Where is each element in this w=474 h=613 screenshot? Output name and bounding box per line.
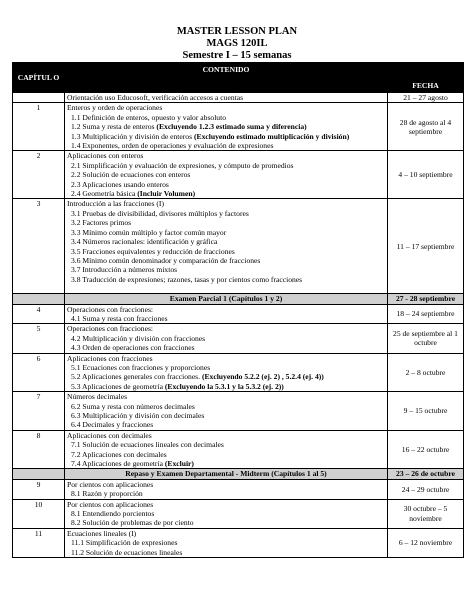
- column-header-capitulo: CAPÍTUL O: [13, 63, 65, 93]
- lesson-plan-table: [12, 62, 464, 558]
- topic-line: 3.1 Pruebas de divisibilidad, divisores múltiplos y factores: [71, 208, 249, 218]
- table-row: [13, 93, 464, 103]
- topic-line: 11.2 Solución de ecuaciones lineales: [71, 547, 183, 557]
- topic-text: 1.2 Suma y resta de enteros: [71, 122, 157, 132]
- topic-text: 5.3 Aplicaciones de geometría: [71, 381, 165, 391]
- chapter-number: 5: [13, 324, 65, 353]
- row-date: 30 octubre – 5 noviembre: [388, 499, 464, 528]
- row-date: 9 – 15 octubre: [388, 392, 464, 431]
- topic-text: 7.4 Aplicaciones de geometría: [71, 459, 165, 469]
- chapter-number: 2: [13, 151, 65, 199]
- chapter-number: 10: [13, 499, 65, 528]
- table-row: [13, 392, 464, 431]
- topic-note: (Excluyendo 5.2.2 (ej. 2) , 5.2.4 (ej. 4)): [201, 372, 324, 382]
- chapter-title: Ecuaciones lineales (I): [67, 528, 137, 538]
- spacer: [67, 284, 385, 293]
- chapter-number: 11: [13, 528, 65, 557]
- chapter-number: 6: [13, 353, 65, 392]
- row-date: 21 – 27 agosto: [388, 93, 464, 103]
- topic-note: (Incluir Volumen): [137, 189, 196, 199]
- row-content: [65, 199, 388, 294]
- topic-line: 4.2 Multiplicación y división con fracciones: [71, 333, 206, 343]
- topic-note: (Excluir): [164, 459, 194, 469]
- row-content: [65, 499, 388, 528]
- row-content: [65, 103, 388, 151]
- row-date: 24 – 29 octubre: [388, 479, 464, 499]
- row-content: [65, 353, 388, 392]
- course-code: MAGS 120IL: [206, 38, 268, 49]
- chapter-number: 8: [13, 430, 65, 469]
- topic-line: 6.4 Decimales y fracciones: [71, 420, 154, 430]
- chapter-title: Aplicaciones con decimales: [67, 430, 152, 440]
- row-content: [65, 324, 388, 353]
- topic-text: 2.4 Geometría básica: [71, 189, 138, 199]
- row-date: 16 – 22 octubre: [388, 430, 464, 469]
- topic-line: [67, 132, 385, 141]
- topic-line: 3.2 Factores primos: [71, 218, 132, 228]
- topic-line: [67, 189, 385, 198]
- table-row: [13, 479, 464, 499]
- table-row: [13, 199, 464, 294]
- chapter-number: 9: [13, 479, 65, 499]
- topic-line: 4.1 Suma y resta con fracciones: [71, 313, 168, 323]
- topic-line: 11.1 Simplificación de expresiones: [71, 538, 178, 548]
- row-date: 28 de agosto al 4 septiembre: [388, 103, 464, 151]
- topic-line: 3.3 Mínimo común múltiplo y factor común mayor: [71, 227, 227, 237]
- row-content: [65, 151, 388, 199]
- chapter-title: Operaciones con fracciones:: [67, 304, 154, 314]
- table-header-row: [13, 63, 464, 93]
- row-date: 6 – 12 noviembre: [388, 528, 464, 557]
- topic-text: 1.3 Multiplicación y división de enteros: [71, 131, 194, 141]
- table-row: [13, 499, 464, 528]
- row-date: 25 de septiembre al 1 octubre: [388, 324, 464, 353]
- table-row: [13, 103, 464, 151]
- column-header-fecha: FECHA: [388, 63, 464, 93]
- exam-row: [13, 469, 464, 479]
- table-row: [13, 528, 464, 557]
- topic-line: 3.6 Mínimo común denominador y comparación de fracciones: [71, 255, 261, 265]
- chapter-number: 7: [13, 392, 65, 431]
- row-date: 4 – 10 septiembre: [388, 151, 464, 199]
- topic-line: 6.3 Multiplicación y división con decimales: [71, 411, 205, 420]
- column-header-contenido: CONTENIDO: [65, 63, 388, 93]
- exam-row-empty: [13, 294, 65, 304]
- topic-line: 2.3 Aplicaciones usando enteros: [71, 179, 169, 189]
- topic-line: 1.4 Exponentes, orden de operaciones y evaluación de expresiones: [71, 141, 274, 151]
- row-content: [65, 479, 388, 499]
- topic-line: [67, 459, 385, 468]
- document-header: [0, 0, 474, 62]
- table-row: [13, 430, 464, 469]
- document-title: MASTER LESSON PLAN: [176, 26, 298, 37]
- chapter-title: Enteros y orden de operaciones: [67, 103, 163, 113]
- topic-note: (Excluyendo la 5.3.1 y la 5.3.2 (ej. 2)): [164, 381, 284, 391]
- exam-date: 23 – 26 de octubre: [388, 469, 464, 479]
- topic-text: 5.2 Aplicaciones generales con fracciones.: [71, 372, 202, 382]
- semester-label: Semestre I – 15 semanas: [182, 50, 292, 61]
- row-date: 18 – 24 septiembre: [388, 304, 464, 324]
- table-row: [13, 151, 464, 199]
- table-row: [13, 324, 464, 353]
- chapter-title: Por cientos con aplicaciones: [67, 499, 154, 509]
- exam-title: Examen Parcial 1 (Capítulos 1 y 2): [65, 294, 388, 304]
- chapter-title: Introducción a las fracciones (I): [67, 199, 164, 209]
- row-content: [65, 528, 388, 557]
- chapter-title: Aplicaciones con enteros: [67, 151, 144, 161]
- row-content: Orientación uso Educosoft, verificación accesos a cuentas: [65, 93, 388, 103]
- topic-line: 5.1 Ecuaciones con fracciones y proporciones: [71, 362, 211, 372]
- topic-line: [67, 372, 385, 381]
- row-date: 11 – 17 septiembre: [388, 199, 464, 294]
- row-content: [65, 392, 388, 431]
- topic-line: 2.1 Simplificación y evaluación de expresiones, y cómputo de promedios: [71, 160, 294, 170]
- table-row: [13, 304, 464, 324]
- chapter-title: Números decimales: [67, 392, 128, 402]
- topic-line: 6.2 Suma y resta con números decimales: [71, 401, 195, 411]
- topic-note: (Excluyendo estimado multiplicación y división): [193, 131, 350, 141]
- chapter-title: Operaciones con fracciones:: [67, 324, 154, 334]
- topic-line: 8.1 Entendiendo porcientos: [71, 509, 155, 519]
- topic-note: (Excluyendo 1.2.3 estimado suma y diferencia): [156, 122, 307, 132]
- chapter-title: Aplicaciones con fracciones: [67, 353, 153, 363]
- topic-line: 8.1 Razón y proporción: [71, 489, 143, 499]
- topic-line: 3.7 Introducción a números mixtos: [71, 265, 178, 275]
- topic-line: [67, 122, 385, 131]
- exam-row-empty: [13, 469, 65, 479]
- topic-line: 7.2 Aplicaciones con decimales: [71, 449, 167, 459]
- topic-line: 3.4 Números racionales: identificación y gráfica: [71, 237, 218, 247]
- row-date: 2 – 8 octubre: [388, 353, 464, 392]
- exam-date: 27 - 28 septiembre: [388, 294, 464, 304]
- topic-line: [67, 382, 385, 391]
- exam-row: [13, 294, 464, 304]
- chapter-title: Por cientos con aplicaciones: [67, 479, 154, 489]
- row-content: [65, 430, 388, 469]
- topic-line: 1.1 Definición de enteros, opuesto y valor absoluto: [71, 112, 227, 122]
- topic-line: 7.1 Solución de ecuaciones lineales con decimales: [71, 440, 224, 450]
- row-content: [65, 304, 388, 324]
- topic-line: 4.3 Orden de operaciones con fracciones: [71, 343, 195, 353]
- exam-title: Repaso y Examen Departamental - Midterm (Capítulos 1 al 5): [65, 469, 388, 479]
- table-row: [13, 353, 464, 392]
- topic-line: 3.8 Traducción de expresiones; razones, tasas y por cientos como fracciones: [71, 274, 303, 284]
- topic-line: 8.2 Solución de problemas de por ciento: [71, 518, 194, 528]
- topic-line: 2.2 Solución de ecuaciones con enteros: [71, 170, 191, 180]
- chapter-number: 4: [13, 304, 65, 324]
- chapter-number: 1: [13, 103, 65, 151]
- topic-line: 3.5 Fracciones equivalentes y reducción de fracciones: [71, 246, 235, 256]
- chapter-number: 3: [13, 199, 65, 294]
- chapter-number: [13, 93, 65, 103]
